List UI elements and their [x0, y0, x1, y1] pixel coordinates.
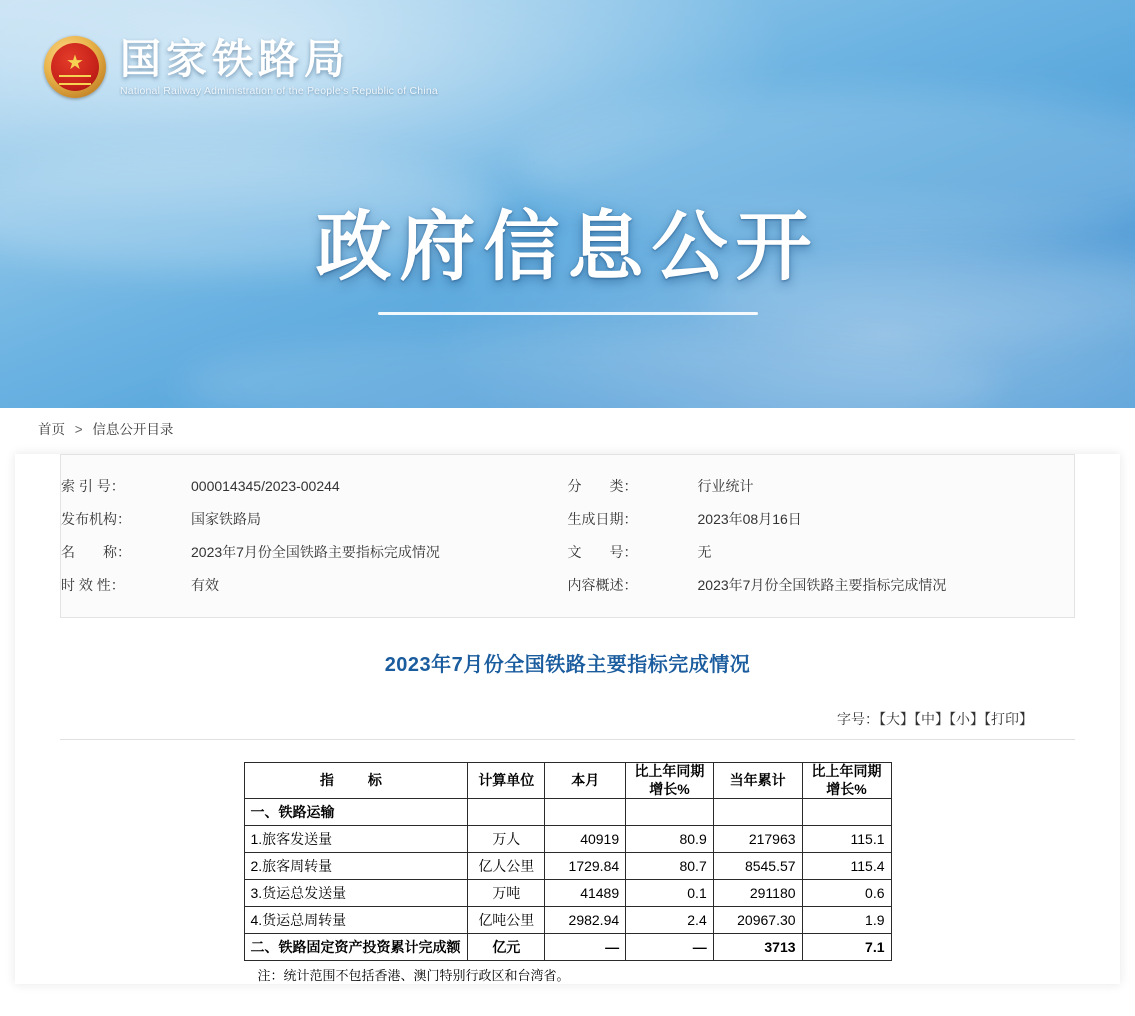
metadata-row	[61, 568, 1074, 601]
cell-yoy-month: 2.4	[626, 907, 714, 934]
cell-indicator: 3.货运总发送量	[244, 880, 468, 907]
validity-label: 时 效 性：	[61, 576, 125, 593]
cell-indicator: 二、铁路固定资产投资累计完成额	[244, 934, 468, 961]
table-row	[244, 880, 891, 907]
header-unit: 计算单位	[468, 763, 545, 799]
cell-yoy-month: 80.7	[626, 853, 714, 880]
header-cumulative: 当年累计	[713, 763, 802, 799]
fontsize-large-button[interactable]: 【大】	[879, 711, 914, 727]
cell-cumulative: 20967.30	[713, 907, 802, 934]
name-value: 2023年7月份全国铁路主要指标完成情况	[191, 543, 440, 560]
breadcrumb-current[interactable]: 信息公开目录	[92, 422, 174, 437]
cell-month	[545, 799, 626, 826]
statistics-table-wrap	[60, 762, 1075, 961]
page-title: 2023年7月份全国铁路主要指标完成情况	[384, 654, 751, 676]
cell-month: 1729.84	[545, 853, 626, 880]
fontsize-small-button[interactable]: 【小】	[949, 711, 984, 727]
cell-yoy-cumulative: 115.4	[802, 853, 891, 880]
table-row	[244, 907, 891, 934]
cell-month: 2982.94	[545, 907, 626, 934]
cell-unit: 亿人公里	[468, 853, 545, 880]
summary-value: 2023年7月份全国铁路主要指标完成情况	[697, 576, 947, 593]
cell-month: —	[545, 934, 626, 961]
table-note: 注：统计范围不包括香港、澳门特别行政区和台湾省。	[257, 968, 570, 983]
docno-label: 文 号：	[567, 543, 638, 560]
header-yoy-month: 比上年同期增长%	[626, 763, 714, 799]
category-label: 分 类：	[567, 477, 638, 494]
site-logo[interactable]	[44, 36, 438, 98]
header-month: 本月	[545, 763, 626, 799]
cell-indicator: 4.货运总周转量	[244, 907, 468, 934]
agency-value: 国家铁路局	[191, 510, 261, 527]
national-emblem-icon	[44, 36, 106, 98]
cell-indicator: 一、铁路运输	[244, 799, 468, 826]
cell-yoy-month	[626, 799, 714, 826]
index-value: 000014345/2023-00244	[191, 477, 340, 494]
breadcrumb	[0, 408, 1135, 452]
cell-unit	[468, 799, 545, 826]
brand-name-cn: 国家铁路局	[120, 36, 350, 83]
hero-title: 政府信息公开	[315, 205, 820, 290]
agency-label: 发布机构：	[61, 510, 131, 527]
cell-yoy-cumulative: 1.9	[802, 907, 891, 934]
validity-value: 有效	[191, 576, 219, 593]
table-row	[244, 799, 891, 826]
summary-label: 内容概述：	[567, 576, 638, 593]
cell-cumulative: 291180	[713, 880, 802, 907]
hero-banner	[0, 0, 1135, 408]
table-row	[244, 826, 891, 853]
date-value: 2023年08月16日	[697, 510, 802, 527]
cell-cumulative: 217963	[713, 826, 802, 853]
cell-cumulative: 3713	[713, 934, 802, 961]
table-row	[244, 853, 891, 880]
cell-indicator: 1.旅客发送量	[244, 826, 468, 853]
metadata-row	[61, 535, 1074, 568]
date-label: 生成日期：	[567, 510, 638, 527]
cell-yoy-month: 0.1	[626, 880, 714, 907]
cell-unit: 万吨	[468, 880, 545, 907]
cell-yoy-cumulative	[802, 799, 891, 826]
fontsize-toolbar	[60, 709, 1075, 729]
cell-month: 41489	[545, 880, 626, 907]
brand-name-en: National Railway Administration of the People's Republic of China	[120, 84, 438, 97]
hero-divider	[378, 312, 758, 315]
cell-cumulative	[713, 799, 802, 826]
cell-indicator: 2.旅客周转量	[244, 853, 468, 880]
fontsize-medium-button[interactable]: 【中】	[914, 711, 949, 727]
breadcrumb-home[interactable]: 首页	[38, 422, 65, 437]
statistics-table	[244, 762, 892, 961]
content-card	[15, 454, 1120, 984]
cell-yoy-month: 80.9	[626, 826, 714, 853]
category-value: 行业统计	[697, 477, 754, 494]
index-label: 索 引 号：	[61, 477, 125, 494]
print-button[interactable]: 【打印】	[984, 711, 1033, 727]
metadata-row	[61, 502, 1074, 535]
cell-unit: 亿吨公里	[468, 907, 545, 934]
table-header-row	[244, 763, 891, 799]
header-indicator: 指 标	[244, 763, 468, 799]
cloud-decoration	[180, 330, 1000, 408]
name-label: 名 称：	[61, 543, 131, 560]
content-divider	[60, 739, 1075, 740]
breadcrumb-separator: >	[74, 422, 83, 437]
page-body	[0, 408, 1135, 984]
cell-unit: 亿元	[468, 934, 545, 961]
cell-yoy-cumulative: 0.6	[802, 880, 891, 907]
cell-yoy-cumulative: 115.1	[802, 826, 891, 853]
cell-yoy-month: —	[626, 934, 714, 961]
cell-cumulative: 8545.57	[713, 853, 802, 880]
header-yoy-cumulative: 比上年同期增长%	[802, 763, 891, 799]
cell-unit: 万人	[468, 826, 545, 853]
docno-value: 无	[697, 543, 712, 560]
cell-month: 40919	[545, 826, 626, 853]
table-row	[244, 934, 891, 961]
cell-yoy-cumulative: 7.1	[802, 934, 891, 961]
metadata-row	[61, 469, 1074, 502]
document-metadata	[60, 454, 1075, 618]
fontsize-label: 字号：	[837, 711, 879, 727]
